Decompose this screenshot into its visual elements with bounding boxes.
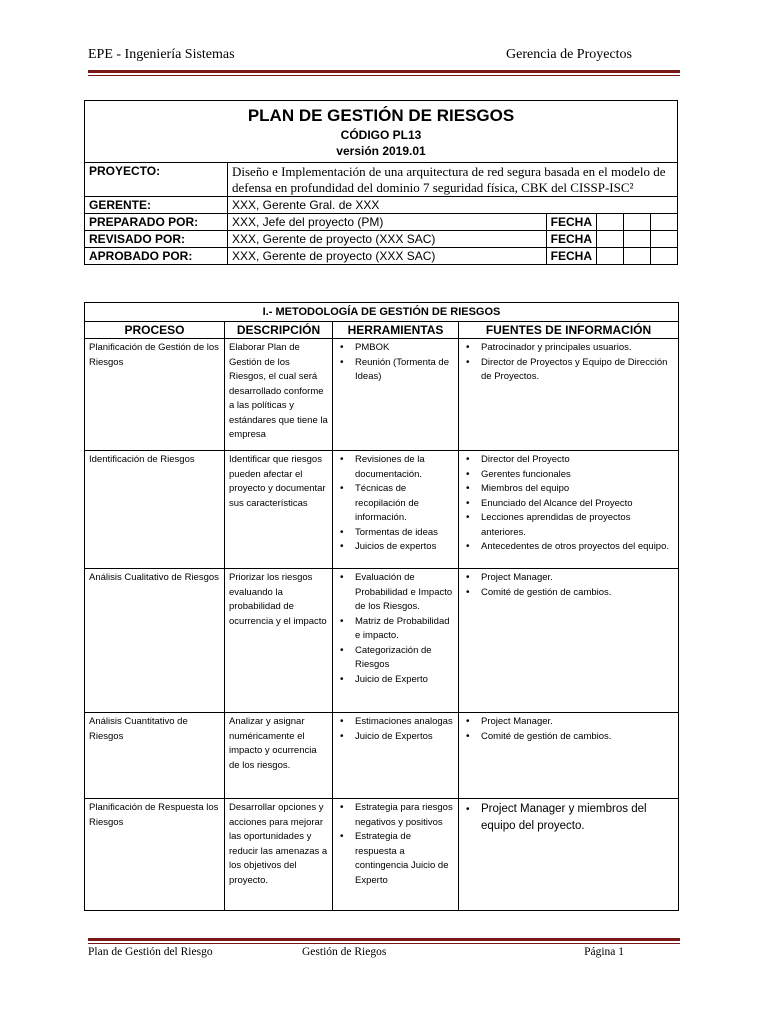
prepared-date-label: FECHA — [546, 214, 596, 231]
plan-code: CÓDIGO PL13 — [340, 128, 422, 142]
list-item: • Estrategia para riesgos negativos y positivos — [355, 801, 454, 830]
sources-cell — [459, 569, 679, 713]
list-item: • Estimaciones analogas — [355, 715, 454, 730]
column-header-process: PROCESO — [85, 322, 225, 339]
list-item: • Evaluación de Probabilidad e Impacto de los Riesgos. — [355, 571, 454, 615]
approved-date-year — [651, 248, 678, 265]
list-item: • Juicio de Experto — [355, 673, 454, 688]
table-row — [85, 451, 679, 569]
list-item: • Lecciones aprendidas de proyectos anteriores. — [481, 511, 674, 540]
process-cell: Planificación de Respuesta los Riesgos — [85, 799, 225, 911]
plan-version: versión 2019.01 — [336, 144, 426, 158]
list-item: • Project Manager. — [481, 715, 674, 730]
prepared-value: XXX, Jefe del proyecto (PM) — [228, 214, 547, 231]
reviewed-date-label: FECHA — [546, 231, 596, 248]
sources-cell — [459, 799, 679, 911]
plan-title: PLAN DE GESTIÓN DE RIESGOS — [247, 106, 515, 125]
list-item: • Tormentas de ideas — [355, 526, 454, 541]
footer-left-text: Plan de Gestión del Riesgo — [88, 946, 213, 958]
list-item: • Juicios de expertos — [355, 540, 454, 555]
list-item: • Miembros del equipo — [481, 482, 674, 497]
tools-cell — [333, 339, 459, 451]
approved-label: APROBADO POR: — [85, 248, 228, 265]
list-item: • Técnicas de recopilación de información. — [355, 482, 454, 526]
approved-date-label: FECHA — [546, 248, 596, 265]
tools-cell — [333, 799, 459, 911]
list-item: • Gerentes funcionales — [481, 468, 674, 483]
description-cell: Identificar que riesgos pueden afectar el proyecto y documentar sus características — [225, 451, 333, 569]
header-right-text: Gerencia de Proyectos — [506, 47, 632, 62]
table-row — [85, 339, 679, 451]
prepared-date-year — [651, 214, 678, 231]
table-row — [85, 713, 679, 799]
list-item: • Reunión (Tormenta de Ideas) — [355, 356, 454, 385]
reviewed-label: REVISADO POR: — [85, 231, 228, 248]
list-item: • Categorización de Riesgos — [355, 644, 454, 673]
approved-date-month — [624, 248, 651, 265]
methodology-table — [84, 302, 679, 911]
prepared-label: PREPARADO POR: — [85, 214, 228, 231]
list-item: • Enunciado del Alcance del Proyecto — [481, 497, 674, 512]
approved-value: XXX, Gerente de proyecto (XXX SAC) — [228, 248, 547, 265]
column-header-description: DESCRIPCIÓN — [225, 322, 333, 339]
list-item: • Juicio de Expertos — [355, 730, 454, 745]
manager-value: XXX, Gerente Gral. de XXX — [228, 197, 678, 214]
reviewed-date-day — [597, 231, 624, 248]
list-item: • Project Manager. — [481, 571, 674, 586]
list-item: • Director del Proyecto — [481, 453, 674, 468]
methodology-title: I.- METODOLOGÍA DE GESTIÓN DE RIESGOS — [85, 303, 679, 322]
list-item: • Antecedentes de otros proyectos del equipo. — [481, 540, 674, 555]
process-cell: Análisis Cualitativo de Riesgos — [85, 569, 225, 713]
page-header — [88, 47, 632, 67]
tools-cell — [333, 569, 459, 713]
list-item: • Matriz de Probabilidad e impacto. — [355, 615, 454, 644]
description-cell: Desarrollar opciones y acciones para mejorar las oportunidades y reducir las amenazas a los objetivos del proyecto. — [225, 799, 333, 911]
reviewed-date-month — [624, 231, 651, 248]
description-cell: Analizar y asignar numéricamente el impacto y ocurrencia de los riesgos. — [225, 713, 333, 799]
reviewed-value: XXX, Gerente de proyecto (XXX SAC) — [228, 231, 547, 248]
manager-label: GERENTE: — [85, 197, 228, 214]
list-item: • Project Manager y miembros del equipo del proyecto. — [481, 801, 674, 835]
approved-date-day — [597, 248, 624, 265]
process-cell: Planificación de Gestión de los Riesgos — [85, 339, 225, 451]
prepared-date-month — [624, 214, 651, 231]
process-cell: Identificación de Riesgos — [85, 451, 225, 569]
project-value: Diseño e Implementación de una arquitectura de red segura basada en el modelo de defensa en profundidad del dominio 7 seguridad física, CBK del CISSP-ISC² — [228, 163, 678, 197]
plan-info-table — [84, 100, 678, 265]
list-item: • Comité de gestión de cambios. — [481, 586, 674, 601]
table-row — [85, 569, 679, 713]
list-item: • Director de Proyectos y Equipo de Dirección de Proyectos. — [481, 356, 674, 385]
sources-cell — [459, 713, 679, 799]
project-label: PROYECTO: — [85, 163, 228, 197]
header-divider — [88, 70, 680, 73]
tools-cell — [333, 713, 459, 799]
description-cell: Priorizar los riesgos evaluando la probabilidad de ocurrencia y el impacto — [225, 569, 333, 713]
header-divider-thin — [88, 75, 680, 76]
prepared-date-day — [597, 214, 624, 231]
sources-cell — [459, 451, 679, 569]
sources-cell — [459, 339, 679, 451]
footer-center-text: Gestión de Riegos — [302, 946, 387, 958]
list-item: • Revisiones de la documentación. — [355, 453, 454, 482]
page-number: Página 1 — [584, 946, 624, 958]
header-left-text: EPE - Ingeniería Sistemas — [88, 47, 235, 62]
table-row — [85, 799, 679, 911]
column-header-sources: FUENTES DE INFORMACIÓN — [459, 322, 679, 339]
footer-divider-thin — [88, 943, 680, 944]
plan-title-cell — [85, 101, 678, 163]
page-footer — [88, 946, 624, 964]
tools-cell — [333, 451, 459, 569]
list-item: • Comité de gestión de cambios. — [481, 730, 674, 745]
list-item: • Patrocinador y principales usuarios. — [481, 341, 674, 356]
process-cell: Análisis Cuantitativo de Riesgos — [85, 713, 225, 799]
reviewed-date-year — [651, 231, 678, 248]
list-item: • Estrategia de respuesta a contingencia Juicio de Experto — [355, 830, 454, 888]
column-header-tools: HERRAMIENTAS — [333, 322, 459, 339]
description-cell: Elaborar Plan de Gestión de los Riesgos, el cual será desarrollado conforme a las políticas y estándares que tiene la empresa — [225, 339, 333, 451]
list-item: • PMBOK — [355, 341, 454, 356]
footer-divider — [88, 938, 680, 941]
